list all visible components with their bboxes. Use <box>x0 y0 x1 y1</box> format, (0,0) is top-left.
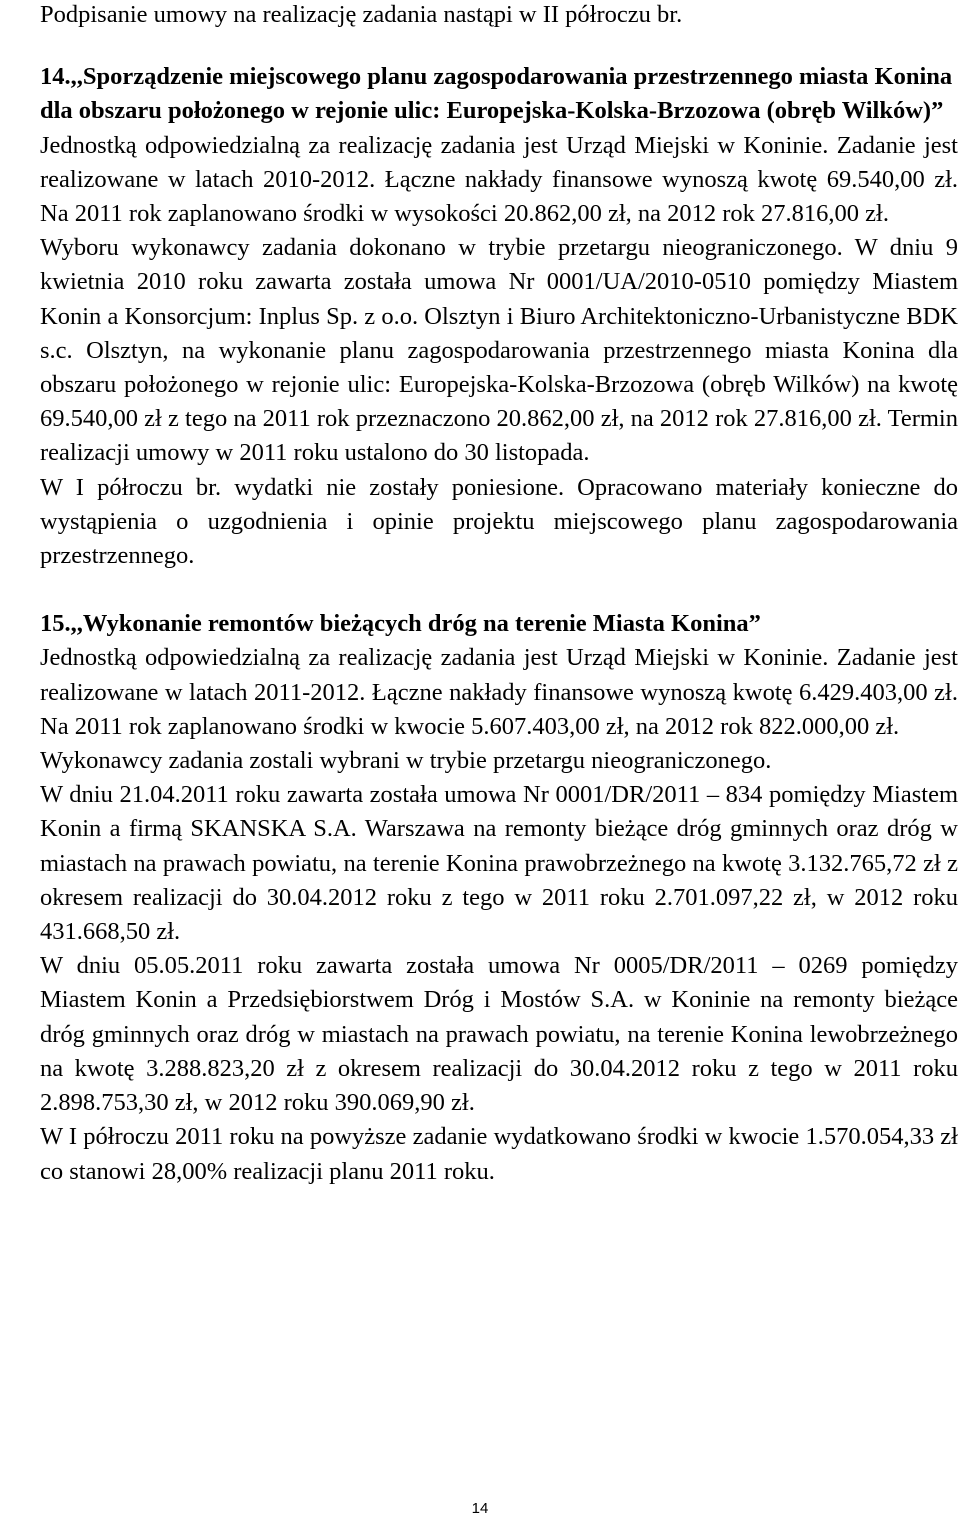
section-15-heading: 15.,,Wykonanie remontów bieżących dróg na terenie Miasta Konina” <box>40 610 761 638</box>
section-15-paragraph-5: W I półroczu 2011 roku na powyższe zadanie wydatkowano środki w kwocie 1.570.054,33 zł co stanowi 28,00% realizacji planu 2011 roku. <box>40 1123 958 1185</box>
section-15-paragraph-1: Jednostką odpowiedzialną za realizację zadania jest Urząd Miejski w Koninie. Zadanie jest realizowane w latach 2011-2012. Łączne nakłady finansowe wynoszą kwotę 6.429.403,00 zł. Na 2011 rok zaplanowano środki w kwocie 5.607.403,00 zł, na 2012 rok 822.000,00 zł. <box>40 644 958 740</box>
page-number: 14 <box>471 1500 489 1517</box>
section-gap <box>40 573 958 607</box>
section-14-paragraph-3: W I półroczu br. wydatki nie zostały poniesione. Opracowano materiały konieczne do wystąpienia o uzgodnienia i opinie projektu miejscowego planu zagospodarowania przestrzennego. <box>40 473 958 570</box>
section-14-paragraph-2: Wyboru wykonawcy zadania dokonano w trybie przetargu nieograniczonego. W dniu 9 kwietnia 2010 roku zawarta została umowa Nr 0001/UA/2010-0510 pomiędzy Miastem Konin a Konsorcjum: Inplus Sp. z o.o. Olsztyn i Biuro Architektoniczno-Urbanistyczne BDK s.c. Olsztyn, na wykonanie planu zagospodarowania przestrzennego miasta Konina dla obszaru położonego w rejonie ulic: Europejska-Kolska-Brzozowa (obręb Wilków) na kwotę 69.540,00 zł z tego na 2011 rok przeznaczono 20.862,00 zł, na 2012 rok 27.816,00 zł. Termin realizacji umowy w 2011 roku ustalono do 30 listopada. <box>40 234 958 467</box>
section-14-heading: 14.,,Sporządzenie miejscowego planu zagospodarowania przestrzennego miasta Konina dla obszaru położonego w rejonie ulic: Europejska-Kolska-Brzozowa (obręb Wilków)” <box>40 63 953 125</box>
section-14-paragraph-1: Jednostką odpowiedzialną za realizację zadania jest Urząd Miejski w Koninie. Zadanie jest realizowane w latach 2010-2012. Łączne nakłady finansowe wynoszą kwotę 69.540,00 zł. Na 2011 rok zaplanowano środki w wysokości 20.862,00 zł, na 2012 rok 27.816,00 zł. <box>40 131 958 228</box>
section-15-paragraph-4: W dniu 05.05.2011 roku zawarta została umowa Nr 0005/DR/2011 – 0269 pomiędzy Miastem Konin a Przedsiębiorstwem Dróg i Mostów S.A. w Koninie na remonty bieżące dróg gminnych oraz dróg w miastach na prawach powiatu, na terenie Konina lewobrzeżnego na kwotę 3.288.823,20 zł z okresem realizacji do 30.04.2012 roku z tego w 2011 roku 2.898.753,30 zł, w 2012 roku 390.069,90 zł. <box>40 952 958 1117</box>
intro-paragraph: Podpisanie umowy na realizację zadania nastąpi w II półroczu br. <box>40 1 683 28</box>
section-15-paragraph-3: W dniu 21.04.2011 roku zawarta została umowa Nr 0001/DR/2011 – 834 pomiędzy Miastem Konin a firmą SKANSKA S.A. Warszawa na remonty bieżące dróg gminnych oraz dróg w miastach na prawach powiatu, na terenie Konina prawobrzeżnego na kwotę 3.132.765,72 zł z okresem realizacji do 30.04.2012 roku z tego w 2011 roku 2.701.097,22 zł, w 2012 roku 431.668,50 zł. <box>40 781 958 946</box>
section-15-paragraph-2: Wykonawcy zadania zostali wybrani w trybie przetargu nieograniczonego. <box>40 747 772 775</box>
document-page <box>40 0 958 1189</box>
